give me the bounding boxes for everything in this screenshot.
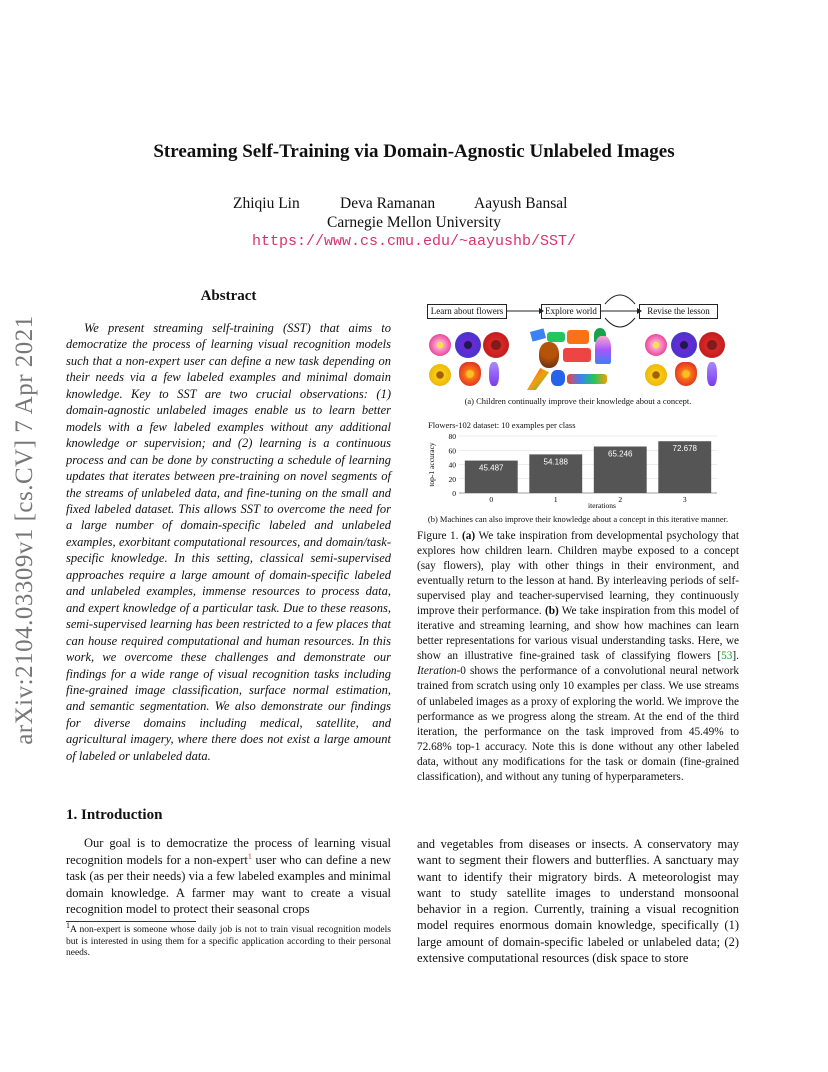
x-tick-label: 3 [682,495,687,504]
flower-image [645,364,667,386]
flower-image [483,332,509,358]
footnote: $^1$A non-expert is someone whose daily job is not to train visual recognition models but is interested in using them for a specific application according to their personal needs. [66,920,391,958]
toy-image [567,330,589,344]
bar-value-label: 72.678 [672,444,697,454]
flower-image [489,362,499,386]
flower-image [429,364,451,386]
chart-title: Flowers-102 dataset: 10 examples per class [428,420,576,430]
accuracy-bar-chart [417,430,739,512]
toy-image [563,348,591,362]
arxiv-stamp [10,300,40,760]
figure-caption: Figure 1. (a) We take inspiration from developmental psychology that explores how children learn. Children maybe exposed to a concept (say flowers), play with other things in their environment, and eventually return to the lesson at hand. By interleaving periods of self-supervised play and teacher-supervised learning, they continuously improve their performance. (b) We take inspiration from this model of iterative and streaming learning, and show how machines can learn better representations for various visual understanding tasks. Here, we show an illustrative fine-grained task of classifying flowers [53]. Iteration-0 shows the performance of a convolutional neural network trained from scratch using only 10 examples per class. We use streams of unlabeled images as a proxy of exploring the world. We improve the performance as we progress along the stream. At the end of the third iteration, the performance on the task improved from 45.49% to 72.68% top-1 accuracy. Note this is done without any other labeled data, without any modifications for the task or domain (fine-grained classification), and without any tuning of hyperparameters. [417,530,739,783]
explore-world-box: Explore world [541,304,601,319]
revise-lesson-box: Revise the lesson [639,304,718,319]
abstract-heading: Abstract [200,288,257,304]
learn-flowers-box: Learn about flowers [427,304,507,319]
toy-image [547,332,565,342]
y-tick-label: 20 [448,474,456,484]
arxiv-stamp-text: arXiv:2104.03309v1 [cs.CV] 7 Apr 2021 [11,315,38,745]
flower-image [645,334,667,356]
footnote-rule [66,921,196,922]
y-tick-label: 40 [448,460,456,470]
citation-link[interactable]: 53 [721,650,733,663]
flower-image [455,332,481,358]
flower-image [671,332,697,358]
y-tick-label: 60 [448,446,456,456]
y-tick-label: 80 [448,432,456,441]
x-tick-label: 0 [489,495,494,504]
x-tick-label: 1 [553,495,558,504]
x-axis-label: iterations [588,501,616,510]
subcaption-a: (a) Children continually improve their knowledge about a concept. [464,396,692,406]
bar-value-label: 45.487 [479,463,504,473]
x-tick-label: 2 [618,495,623,504]
flower-image [429,334,451,356]
y-tick-label: 0 [452,489,456,498]
author-name: Zhiqiu Lin [233,195,300,212]
teddy-bear-image [539,342,559,368]
affiliation: Carnegie Mellon University [327,214,501,231]
bar-value-label: 54.188 [543,457,568,467]
flower-image [699,332,725,358]
project-url-link[interactable]: https://www.cs.cmu.edu/~aayushb/SST/ [251,233,577,250]
author-name: Aayush Bansal [474,195,568,212]
author-name: Deva Ramanan [340,195,436,212]
intro-paragraph-continued: and vegetables from diseases or insects. A conservatory may want to segment their flowers and butterflies. A sanctuary may want to identify their migratory birds. A meteorologist may want to study satellite images to understand monsoonal behavior in a region. Currently, training a visual recognition model requires enormous domain knowledge, specifically (1) large amount of domain-specific labeled or unlabeled data; (2) extensive computational resources (disk space to store [417,837,739,966]
figure-1 [417,290,739,526]
abstract-text: We present streaming self-training (SST) that aims to democratize the process of learning visual recognition models such that a non-expert user can define a new task depending on their needs via a few labeled examples and minimal domain knowledge. Key to SST are two crucial observations: (1) domain-agnostic unlabeled images enable us to learn better models with a few labeled examples without any additional knowledge or supervision; and (2) learning is a continuous process and can be done by constructing a schedule of learning updates that iterates between pre-training on novel segments of the streams of unlabeled data, and fine-tuning on the small and fixed labeled dataset. This allows SST to overcome the need for a large number of domain-specific labeled and unlabeled examples, exorbitant computational resources, and domain/task-specific knowledge. In this setting, classical semi-supervised approaches require a large amount of domain-specific labeled and unlabeled examples, immense resources to process data, and expert knowledge of a particular task. Due to these reasons, semi-supervised learning has been restricted to a few places that can house required computational and human resources. In this work, we overcome these challenges and demonstrate our findings for a wide range of visual recognition tasks including fine-grained image classification, surface normal estimation, and semantic segmentation. We also demonstrate our findings for diverse domains including medical, satellite, and agricultural imagery, where there does not exist a large amount of labeled or unlabeled data. [66,321,391,763]
bar-value-label: 65.246 [608,449,633,459]
toy-image [551,370,565,386]
flower-image [675,362,697,386]
footnote-ref-link[interactable]: 1 [247,851,252,861]
toy-image [595,336,611,364]
intro-paragraph: Our goal is to democratize the process of learning visual recognition models for a non-expert$^1$ user who can define a new task (as per their needs) via a few labeled examples and minimal domain knowledge. A farmer may want to create a visual recognition model to protect their seasonal crops [66,836,391,916]
subcaption-b: (b) Machines can also improve their knowledge about a concept in this iterative manner. [427,514,729,524]
section-heading: 1. Introduction [66,807,163,823]
flower-image [459,362,481,386]
paper-title: Streaming Self-Training via Domain-Agnostic Unlabeled Images [153,141,675,162]
flower-image [707,362,717,386]
y-axis-label: top-1 accuracy [427,442,436,487]
toy-train-image [567,374,607,384]
